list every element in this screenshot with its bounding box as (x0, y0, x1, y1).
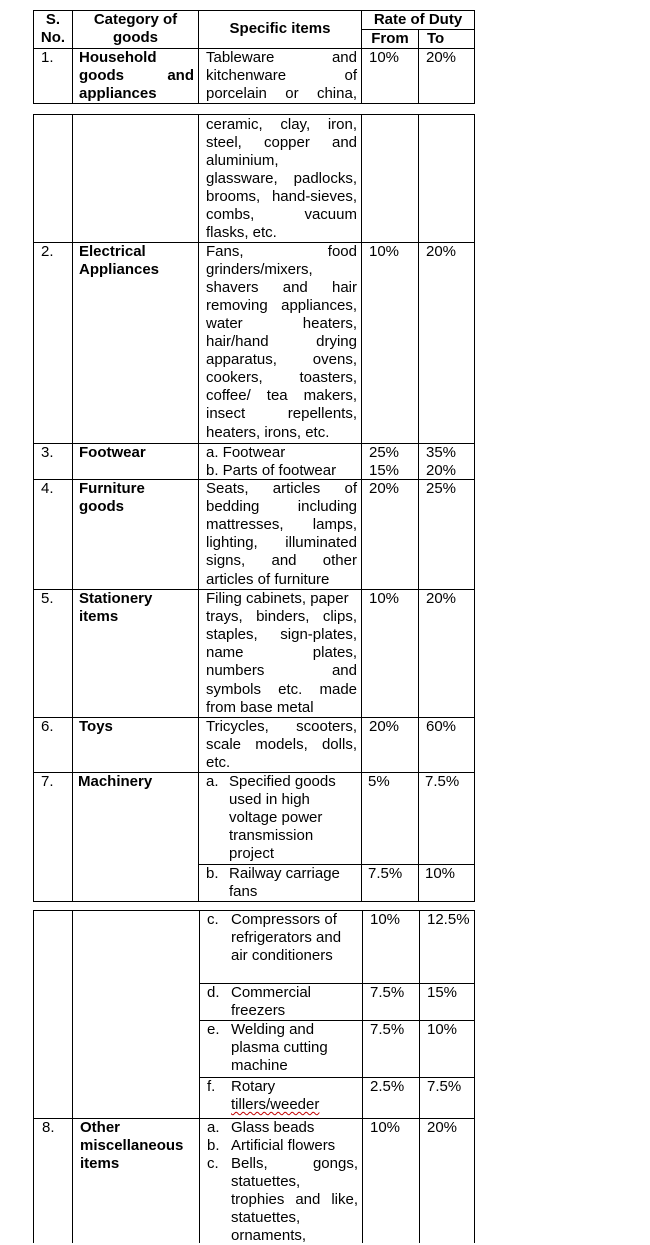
row7c-from: 10% (370, 911, 401, 928)
row7e-line: machine (231, 1057, 288, 1074)
grid-line (474, 114, 475, 902)
row5-item-line: Filing cabinets, paper (206, 590, 349, 607)
row5-to: 20% (426, 590, 457, 607)
row8c-letter: c. (207, 1155, 219, 1172)
row7c-line: refrigerators and (231, 929, 342, 946)
row5-from: 10% (369, 590, 400, 607)
row7-category: Machinery (78, 773, 153, 790)
row1-category: goods and (79, 67, 194, 84)
row1-from: 10% (369, 49, 400, 66)
row2-category: Electrical (79, 243, 146, 260)
row5-item-line: from base metal (206, 699, 314, 716)
row1-item-line: brooms, hand-sieves, (206, 188, 357, 205)
row6-sno: 6. (41, 718, 54, 735)
row7e-line: plasma cutting (231, 1039, 328, 1056)
row6-from: 20% (369, 718, 400, 735)
row8c-line: Bells, gongs, (231, 1155, 358, 1172)
row7f-from: 2.5% (370, 1078, 405, 1095)
row7d-from: 7.5% (370, 984, 405, 1001)
row7d-letter: d. (207, 984, 220, 1001)
row5-item-line: numbers and (206, 662, 357, 679)
row4-to: 25% (426, 480, 457, 497)
row5-item-line: symbols etc. made (206, 681, 357, 698)
row8-to: 20% (427, 1119, 458, 1136)
grid-line (474, 910, 475, 1243)
row7b-line: Railway carriage (229, 865, 340, 882)
row4-item-line: articles of furniture (206, 571, 330, 588)
row7b-letter: b. (206, 865, 219, 882)
grid-line (419, 910, 420, 1243)
row7a-letter: a. (206, 773, 219, 790)
row4-sno: 4. (41, 480, 54, 497)
row1-item-line: glassware, padlocks, (206, 170, 357, 187)
grid-line (418, 114, 419, 902)
row8c-line: trophies and like, (231, 1191, 358, 1208)
row3a-from: 25% (369, 444, 400, 461)
row7c-to: 12.5% (427, 911, 470, 928)
row8-sno: 8. (42, 1119, 55, 1136)
row1-item-line: flasks, etc. (206, 224, 277, 241)
row4-item-line: lighting, illuminated (206, 534, 357, 551)
row4-item-line: Seats, articles of (206, 480, 357, 497)
row1-category: appliances (79, 85, 157, 102)
row3-subitem: b. Parts of footwear (206, 462, 337, 479)
header-category: goods (113, 29, 158, 46)
row7a-line: voltage power (229, 809, 323, 826)
grid-line (33, 114, 34, 902)
row1-item-line: combs, vacuum (206, 206, 357, 223)
row4-item-line: mattresses, lamps, (206, 516, 357, 533)
row7c-line: Compressors of (231, 911, 337, 928)
row7d-to: 15% (427, 984, 458, 1001)
row1-sno: 1. (41, 49, 54, 66)
row7a-line: used in high (229, 791, 310, 808)
header-specific-items: Specific items (229, 20, 331, 37)
grid-line (33, 910, 34, 1243)
row4-category: Furniture (79, 480, 145, 497)
row6-category: Toys (79, 718, 113, 735)
grid-line (362, 910, 363, 1243)
row8b-line: Artificial flowers (231, 1137, 336, 1154)
row8b-letter: b. (207, 1137, 220, 1154)
row7a-line: project (229, 845, 275, 862)
row5-sno: 5. (41, 590, 54, 607)
row7d-line: freezers (231, 1002, 286, 1019)
row6-to: 60% (426, 718, 457, 735)
grid-line (418, 29, 419, 104)
row2-item-line: coffee/ tea makers, (206, 387, 357, 404)
grid-line (198, 114, 199, 902)
grid-line (361, 114, 362, 902)
row3b-from: 15% (369, 462, 400, 479)
row2-item-line: apparatus, ovens, (206, 351, 357, 368)
row7f-line: tillers/weeder (231, 1096, 320, 1113)
row3-subitem: a. Footwear (206, 444, 286, 461)
row1-item-line: porcelain or china, (206, 85, 357, 102)
row8c-line: statuettes, (231, 1173, 301, 1190)
row2-item-line: grinders/mixers, (206, 261, 313, 278)
row7b-from: 7.5% (368, 865, 403, 882)
row7f-to: 7.5% (427, 1078, 462, 1095)
row8-category: items (80, 1155, 120, 1172)
row8-from: 10% (370, 1119, 401, 1136)
row1-to: 20% (426, 49, 457, 66)
row2-item-line: shavers and hair (206, 279, 357, 296)
grid-line (72, 114, 73, 902)
row2-to: 20% (426, 243, 457, 260)
row7e-to: 10% (427, 1021, 458, 1038)
row7b-to: 10% (425, 865, 456, 882)
row7a-from: 5% (368, 773, 390, 790)
row3b-to: 20% (426, 462, 457, 479)
row7d-line: Commercial (231, 984, 312, 1001)
row2-category: Appliances (79, 261, 160, 278)
row8c-line: ornaments, (231, 1227, 307, 1244)
row6-item-line: Tricycles, scooters, (206, 718, 357, 735)
row2-item-line: insect repellents, (206, 405, 357, 422)
row4-category: goods (79, 498, 124, 515)
row1-item-line: Tableware and (206, 49, 357, 66)
row6-item-line: scale models, dolls, (206, 736, 357, 753)
row7b-line: fans (229, 883, 258, 900)
row5-category: Stationery (79, 590, 153, 607)
row5-item-line: name plates, (206, 644, 357, 661)
row7a-line: Specified goods (229, 773, 336, 790)
grid-line (72, 910, 73, 1243)
row1-item-line: kitchenware of (206, 67, 357, 84)
row2-item-line: removing appliances, (206, 297, 357, 314)
row7a-to: 7.5% (425, 773, 460, 790)
grid-line (474, 10, 475, 104)
header-sno: S. (45, 11, 61, 28)
row1-category: Household (79, 49, 157, 66)
row7e-from: 7.5% (370, 1021, 405, 1038)
row7c-line: air conditioners (231, 947, 333, 964)
row1-item-line: aluminium, (206, 152, 279, 169)
row8-category: miscellaneous (80, 1137, 184, 1154)
grid-line (199, 910, 200, 1243)
header-to: To (427, 30, 445, 47)
row5-category: items (79, 608, 119, 625)
row2-item-line: water heaters, (206, 315, 357, 332)
row2-item-line: heaters, irons, etc. (206, 424, 330, 441)
row8a-line: Glass beads (231, 1119, 315, 1136)
row8c-line: statuettes, (231, 1209, 301, 1226)
row2-item-line: hair/hand drying (206, 333, 357, 350)
row7e-line: Welding and (231, 1021, 315, 1038)
row4-from: 20% (369, 480, 400, 497)
row7c-letter: c. (207, 911, 219, 928)
header-from: From (371, 30, 409, 47)
header-category: Category of (93, 11, 178, 28)
row5-item-line: trays, binders, clips, (206, 608, 357, 625)
table2-top-border (33, 114, 475, 115)
row2-item-line: cookers, toasters, (206, 369, 357, 386)
row3-category: Footwear (79, 444, 146, 461)
row8-category: Other (80, 1119, 121, 1136)
row8a-letter: a. (207, 1119, 220, 1136)
row7a-line: transmission (229, 827, 314, 844)
row5-item-line: staples, sign-plates, (206, 626, 357, 643)
row4-item-line: bedding including (206, 498, 357, 515)
row2-item-line: Fans, food (206, 243, 357, 260)
row7e-letter: e. (207, 1021, 220, 1038)
row3a-to: 35% (426, 444, 457, 461)
row1-item-line: ceramic, clay, iron, (206, 116, 357, 133)
row1-item-line: steel, copper and (206, 134, 357, 151)
row2-sno: 2. (41, 243, 54, 260)
header-rate-of-duty: Rate of Duty (373, 11, 463, 28)
row7-sno: 7. (41, 773, 54, 790)
row7f-letter: f. (207, 1078, 216, 1095)
row4-item-line: signs, and other (206, 552, 357, 569)
row6-item-line: etc. (206, 754, 231, 771)
row2-from: 10% (369, 243, 400, 260)
row7f-line: Rotary (231, 1078, 276, 1095)
header-sno: No. (40, 29, 66, 46)
row3-sno: 3. (41, 444, 54, 461)
